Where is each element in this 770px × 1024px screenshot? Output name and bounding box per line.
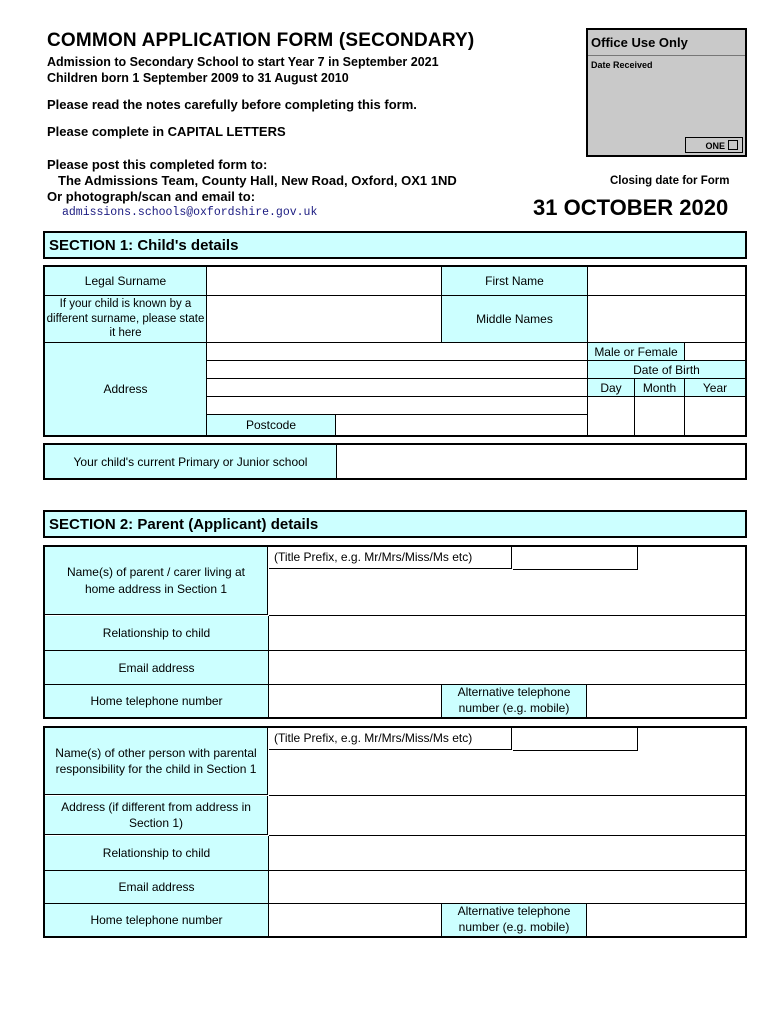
legal-surname-field[interactable] <box>207 267 442 296</box>
note-capitals: Please complete in CAPITAL LETTERS <box>47 124 286 139</box>
known-surname-label: If your child is known by a different surname, please state it here <box>45 296 207 343</box>
parent-names-field[interactable] <box>269 570 745 616</box>
middle-names-label: Middle Names <box>442 296 588 343</box>
postcode-field[interactable] <box>336 415 588 435</box>
closing-date: 31 OCTOBER 2020 <box>533 195 729 220</box>
other-address-label: Address (if different from address in Section 1) <box>45 796 268 835</box>
one-checkbox-box <box>685 137 743 153</box>
other-parent-block <box>43 726 747 938</box>
legal-surname-label: Legal Surname <box>45 267 207 296</box>
postcode-label: Postcode <box>207 415 336 435</box>
other-title-prefix-label: (Title Prefix, e.g. Mr/Mrs/Miss/Ms etc) <box>269 728 512 750</box>
closing-label: Closing date for Form <box>610 175 730 187</box>
other-email-field[interactable] <box>269 871 745 904</box>
email-label: Or photograph/scan and email to: <box>47 189 256 204</box>
other-address-field[interactable] <box>269 796 745 836</box>
other-alt-phone-field[interactable] <box>587 904 745 936</box>
address-line-2[interactable] <box>207 361 588 379</box>
dob-month-label: Month <box>635 379 685 397</box>
section2-heading-text: SECTION 2: Parent (Applicant) details <box>49 515 319 533</box>
other-email-label: Email address <box>45 871 269 904</box>
parent-block <box>43 545 747 719</box>
first-name-label: First Name <box>442 267 588 296</box>
current-school-row <box>43 443 747 480</box>
dob-month-field[interactable] <box>635 397 685 435</box>
form-subtitle-1: Admission to Secondary School to start Year 7 in September 2021 <box>47 55 439 69</box>
first-name-field[interactable] <box>588 267 745 296</box>
other-home-phone-label: Home telephone number <box>45 904 269 936</box>
post-address: The Admissions Team, County Hall, New Road, Oxford, OX1 1ND <box>58 173 457 188</box>
section1-heading-text: SECTION 1: Child's details <box>49 236 239 254</box>
post-label: Please post this completed form to: <box>47 157 268 172</box>
parent-title-prefix-label: (Title Prefix, e.g. Mr/Mrs/Miss/Ms etc) <box>269 547 512 569</box>
parent-title-prefix-field[interactable] <box>513 547 638 570</box>
other-relationship-field[interactable] <box>269 836 745 871</box>
parent-home-phone-label: Home telephone number <box>45 685 269 717</box>
current-school-field[interactable] <box>337 445 745 478</box>
middle-names-field[interactable] <box>588 296 745 343</box>
other-home-phone-field[interactable] <box>269 904 442 936</box>
other-relationship-label: Relationship to child <box>45 836 269 871</box>
parent-email-field[interactable] <box>269 651 745 685</box>
address-line-4[interactable] <box>207 397 588 415</box>
child-details-grid <box>43 265 747 437</box>
address-line-1[interactable] <box>207 343 588 361</box>
address-label: Address <box>45 343 207 435</box>
other-names-field[interactable] <box>269 751 745 796</box>
dob-label: Date of Birth <box>588 361 745 379</box>
note-read: Please read the notes carefully before completing this form. <box>47 97 417 112</box>
current-school-label: Your child's current Primary or Junior school <box>45 445 337 478</box>
checkbox-icon <box>728 140 738 150</box>
email-link[interactable]: admissions.schools@oxfordshire.gov.uk <box>62 206 318 219</box>
parent-alt-phone-label: Alternative telephone number (e.g. mobile) <box>442 685 587 717</box>
known-surname-field[interactable] <box>207 296 442 343</box>
one-label: ONE <box>705 141 725 151</box>
section1-heading <box>43 231 747 259</box>
form-subtitle-2: Children born 1 September 2009 to 31 August 2010 <box>47 71 349 85</box>
parent-relationship-field[interactable] <box>269 616 745 651</box>
dob-year-field[interactable] <box>685 397 745 435</box>
parent-home-phone-field[interactable] <box>269 685 442 717</box>
parent-names-label: Name(s) of parent / carer living at home address in Section 1 <box>45 547 268 615</box>
office-use-box <box>586 28 747 157</box>
other-names-label: Name(s) of other person with parental responsibility for the child in Section 1 <box>45 728 268 795</box>
parent-relationship-label: Relationship to child <box>45 616 269 651</box>
dob-day-label: Day <box>588 379 635 397</box>
gender-field[interactable] <box>685 343 745 361</box>
gender-label: Male or Female <box>588 343 685 361</box>
dob-year-label: Year <box>685 379 745 397</box>
address-line-3[interactable] <box>207 379 588 397</box>
form-title: COMMON APPLICATION FORM (SECONDARY) <box>47 30 475 51</box>
parent-email-label: Email address <box>45 651 269 685</box>
date-received-label: Date Received <box>591 60 653 70</box>
other-title-prefix-field[interactable] <box>513 728 638 751</box>
section2-heading <box>43 510 747 538</box>
office-use-title: Office Use Only <box>591 35 688 50</box>
parent-alt-phone-field[interactable] <box>587 685 745 717</box>
other-alt-phone-label: Alternative telephone number (e.g. mobile) <box>442 904 587 936</box>
dob-day-field[interactable] <box>588 397 635 435</box>
